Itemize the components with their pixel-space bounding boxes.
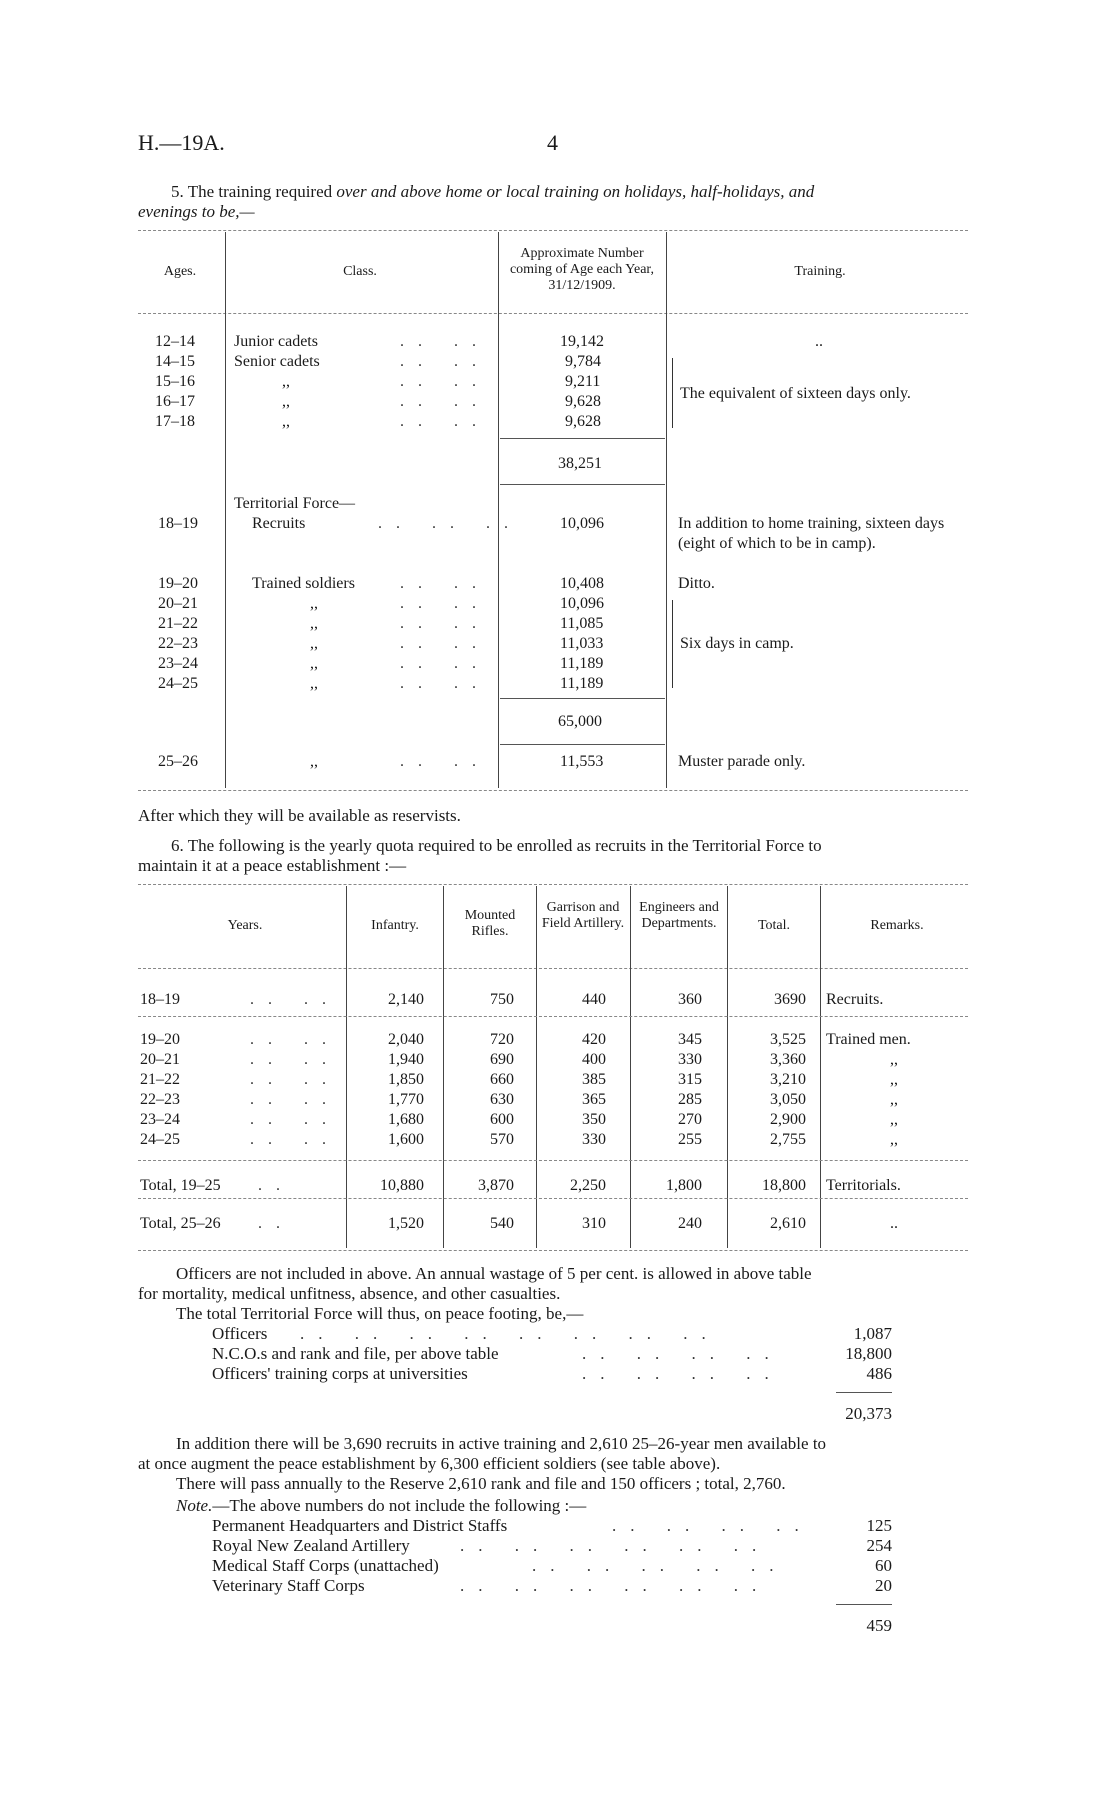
value-cell: 660 [490, 1071, 514, 1088]
remarks-cell: Recruits. [826, 991, 884, 1008]
age-cell: 19–20 [158, 575, 198, 592]
section5-intro [171, 182, 971, 202]
remarks-cell: ,, [890, 1111, 898, 1128]
value-cell: 285 [678, 1091, 702, 1108]
staff-label: Permanent Headquarters and District Staffs [212, 1516, 508, 1535]
force-label: Officers [212, 1324, 268, 1343]
subtotal-rule [500, 484, 665, 485]
footer-rule [836, 1604, 892, 1605]
value-cell: 720 [490, 1031, 514, 1048]
table1-top-rule [138, 230, 968, 231]
table2-col-divider [820, 886, 821, 1248]
table2-col-divider [630, 886, 631, 1248]
training-cell: .. [815, 333, 823, 350]
age-cell: 21–22 [158, 615, 198, 632]
value-cell: 750 [490, 991, 514, 1008]
training-cell: The equivalent of sixteen days only. [680, 385, 911, 402]
value-cell: 365 [582, 1091, 606, 1108]
table1-head-rule [138, 313, 968, 314]
year-cell: 19–20 [140, 1031, 180, 1048]
remarks-cell: ,, [890, 1091, 898, 1108]
remarks-cell: Trained men. [826, 1031, 911, 1048]
col-ages: Ages. [163, 264, 197, 279]
footer-number: 459 [866, 1616, 892, 1635]
staff-value: 254 [866, 1536, 892, 1555]
force-total: 20,373 [845, 1404, 892, 1423]
age-cell: 25–26 [158, 753, 198, 770]
table2-col-divider [727, 886, 728, 1248]
total-force-intro: The total Territorial Force will thus, on peace footing, be,— [176, 1304, 584, 1323]
col-infantry: Infantry. [371, 918, 419, 933]
col-approx-number: Approximate Number coming of Age each Year, 31/12/1909. [509, 246, 655, 293]
bracket [672, 358, 673, 428]
table2-col-divider [346, 886, 347, 1248]
value-cell: 2,250 [570, 1177, 606, 1194]
staff-value: 125 [866, 1516, 892, 1535]
value-cell: 315 [678, 1071, 702, 1088]
number-cell: 11,189 [560, 655, 604, 672]
section6-intro-cont: maintain it at a peace establishment :— [138, 856, 407, 875]
document-reference: H.—19A. [138, 130, 225, 155]
number-cell: 9,784 [565, 353, 601, 370]
value-cell: 2,610 [770, 1215, 806, 1232]
col-engineers: Engineers and Departments. [639, 900, 719, 931]
staff-value: 20 [875, 1576, 892, 1595]
row-divider [138, 1198, 968, 1199]
class-cell: ,, [282, 373, 290, 390]
year-cell: 24–25 [140, 1131, 180, 1148]
staff-value: 60 [875, 1556, 892, 1575]
col-training: Training. [794, 264, 846, 279]
age-cell: 23–24 [158, 655, 198, 672]
class-cell: ,, [310, 753, 318, 770]
value-cell: 1,600 [388, 1131, 424, 1148]
value-cell: 2,900 [770, 1111, 806, 1128]
col-class: Class. [343, 264, 377, 279]
col-remarks: Remarks. [870, 918, 924, 933]
section5-intro-cont: evenings to be,— [138, 202, 255, 221]
value-cell: 10,880 [380, 1177, 424, 1194]
number-cell: 19,142 [560, 333, 604, 350]
year-cell: 18–19 [140, 991, 180, 1008]
number-cell: 10,096 [560, 515, 604, 532]
age-cell: 18–19 [158, 515, 198, 532]
training-cell: Ditto. [678, 575, 715, 592]
table1-col-divider [225, 232, 226, 788]
value-cell: 345 [678, 1031, 702, 1048]
section5-intro-text: 5. The training required [171, 182, 333, 201]
value-cell: 330 [582, 1131, 606, 1148]
age-cell: 15–16 [155, 373, 195, 390]
number-cell: 11,553 [560, 753, 604, 770]
value-cell: 630 [490, 1091, 514, 1108]
number-cell: 9,628 [565, 413, 601, 430]
class-cell: Senior cadets [234, 353, 320, 370]
value-cell: 3,870 [478, 1177, 514, 1194]
after-text: After which they will be available as reservists. [138, 806, 461, 825]
remarks-cell: ,, [890, 1131, 898, 1148]
age-cell: 22–23 [158, 635, 198, 652]
number-cell: 11,085 [560, 615, 604, 632]
addition-note-cont: at once augment the peace establishment by 6,300 efficient soldiers (see table above). [138, 1454, 721, 1473]
value-cell: 690 [490, 1051, 514, 1068]
table2-bottom-rule [138, 1250, 968, 1251]
value-cell: 360 [678, 991, 702, 1008]
class-cell: ,, [310, 655, 318, 672]
table1-col-divider [498, 232, 499, 788]
age-cell: 20–21 [158, 595, 198, 612]
value-cell: 420 [582, 1031, 606, 1048]
training-cell: Muster parade only. [678, 753, 806, 770]
value-cell: 310 [582, 1215, 606, 1232]
trained-total: 65,000 [558, 713, 602, 730]
year-cell: 20–21 [140, 1051, 180, 1068]
page-number: 4 [547, 130, 558, 155]
staff-label: Veterinary Staff Corps [212, 1576, 365, 1595]
subtotal-rule [500, 698, 665, 699]
force-value: 486 [866, 1364, 892, 1383]
note-label: Note. [176, 1496, 213, 1515]
year-cell: 21–22 [140, 1071, 180, 1088]
force-value: 18,800 [845, 1344, 892, 1363]
training-cell: In addition to home training, sixteen days (eight of which to be in camp). [678, 515, 945, 552]
class-cell: ,, [282, 413, 290, 430]
remarks-cell: ,, [890, 1051, 898, 1068]
table1-col-divider [666, 232, 667, 788]
value-cell: 255 [678, 1131, 702, 1148]
note-text: —The above numbers do not include the following :— [212, 1496, 587, 1515]
note-line [176, 1496, 586, 1516]
training-cell: Six days in camp. [680, 635, 794, 652]
wastage-note: Officers are not included in above. An annual wastage of 5 per cent. is allowed in above table [176, 1264, 812, 1283]
value-cell: 1,680 [388, 1111, 424, 1128]
section5-intro-italic: over and above home or local training on holidays, half-holidays, and [336, 182, 815, 201]
value-cell: 570 [490, 1131, 514, 1148]
remarks-cell: ,, [890, 1071, 898, 1088]
sum-rule [836, 1392, 892, 1393]
age-cell: 17–18 [155, 413, 195, 430]
class-cell: Recruits [252, 515, 306, 532]
subtotal-rule [500, 744, 665, 745]
value-cell: 240 [678, 1215, 702, 1232]
table1-bottom-rule [138, 790, 968, 791]
value-cell: 600 [490, 1111, 514, 1128]
row-divider [138, 1160, 968, 1161]
remarks-cell: Territorials. [826, 1177, 901, 1194]
value-cell: 3,210 [770, 1071, 806, 1088]
class-cell: ,, [310, 595, 318, 612]
number-cell: 11,189 [560, 675, 604, 692]
year-cell: 23–24 [140, 1111, 180, 1128]
col-years: Years. [227, 918, 263, 933]
year-cell: Total, 19–25 [140, 1177, 221, 1194]
section6-intro: 6. The following is the yearly quota required to be enrolled as recruits in the Territorial Force to [171, 836, 822, 855]
value-cell: 1,800 [666, 1177, 702, 1194]
staff-label: Royal New Zealand Artillery [212, 1536, 410, 1555]
territorial-heading: Territorial Force— [234, 495, 356, 512]
bracket [672, 600, 673, 688]
age-cell: 16–17 [155, 393, 195, 410]
value-cell: 440 [582, 991, 606, 1008]
value-cell: 1,850 [388, 1071, 424, 1088]
table2-top-rule [138, 884, 968, 885]
force-label: N.C.O.s and rank and file, per above table [212, 1344, 499, 1363]
number-cell: 9,628 [565, 393, 601, 410]
value-cell: 330 [678, 1051, 702, 1068]
age-cell: 24–25 [158, 675, 198, 692]
number-cell: 10,408 [560, 575, 604, 592]
staff-label: Medical Staff Corps (unattached) [212, 1556, 439, 1575]
reserve-note: There will pass annually to the Reserve 2,610 rank and file and 150 officers ; total, 2,760. [176, 1474, 786, 1493]
number-cell: 9,211 [565, 373, 601, 390]
class-cell: ,, [282, 393, 290, 410]
year-cell: Total, 25–26 [140, 1215, 221, 1232]
col-artillery: Garrison and Field Artillery. [541, 900, 625, 931]
force-label: Officers' training corps at universities [212, 1364, 468, 1383]
class-cell: Junior cadets [234, 333, 318, 350]
value-cell: 2,040 [388, 1031, 424, 1048]
remarks-cell: .. [890, 1215, 898, 1232]
value-cell: 385 [582, 1071, 606, 1088]
subtotal-rule [500, 438, 665, 439]
row-divider [138, 1016, 968, 1017]
age-cell: 12–14 [155, 333, 195, 350]
class-cell: ,, [310, 615, 318, 632]
number-cell: 11,033 [560, 635, 604, 652]
value-cell: 3,525 [770, 1031, 806, 1048]
value-cell: 400 [582, 1051, 606, 1068]
value-cell: 2,140 [388, 991, 424, 1008]
wastage-note-cont: for mortality, medical unfitness, absence, and other casualties. [138, 1284, 561, 1303]
col-total: Total. [757, 918, 791, 933]
value-cell: 2,755 [770, 1131, 806, 1148]
class-cell: ,, [310, 675, 318, 692]
value-cell: 270 [678, 1111, 702, 1128]
value-cell: 1,940 [388, 1051, 424, 1068]
class-cell: ,, [310, 635, 318, 652]
value-cell: 540 [490, 1215, 514, 1232]
value-cell: 1,770 [388, 1091, 424, 1108]
class-cell: Trained soldiers [252, 575, 355, 592]
year-cell: 22–23 [140, 1091, 180, 1108]
number-cell: 10,096 [560, 595, 604, 612]
table2-head-rule [138, 968, 968, 969]
value-cell: 3,050 [770, 1091, 806, 1108]
value-cell: 3690 [774, 991, 806, 1008]
value-cell: 18,800 [762, 1177, 806, 1194]
value-cell: 350 [582, 1111, 606, 1128]
addition-note: In addition there will be 3,690 recruits in active training and 2,610 25–26-year men available to [176, 1434, 827, 1453]
age-cell: 14–15 [155, 353, 195, 370]
cadet-total: 38,251 [558, 455, 602, 472]
value-cell: 3,360 [770, 1051, 806, 1068]
value-cell: 1,520 [388, 1215, 424, 1232]
force-value: 1,087 [853, 1324, 892, 1343]
col-mounted-rifles: Mounted Rifles. [464, 908, 516, 939]
